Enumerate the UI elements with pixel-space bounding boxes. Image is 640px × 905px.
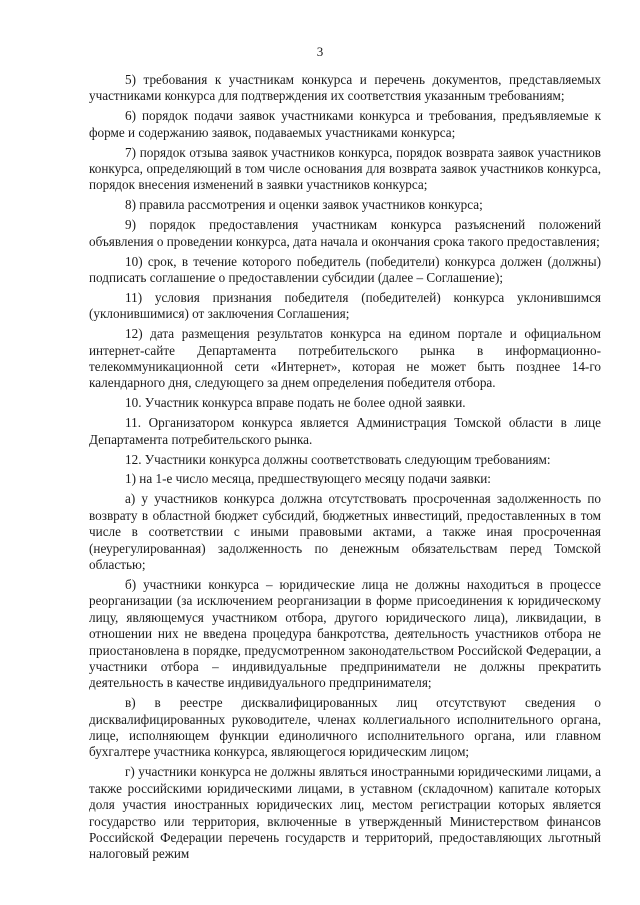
page-number: 3 [316, 44, 324, 59]
document-body [89, 72, 601, 866]
clause-11: 11. Организатором конкурса является Администрация Томской области в лице Департамента потребительского рынка. [89, 415, 601, 447]
paragraph-item-6: 6) порядок подачи заявок участниками конкурса и требования, предъявляемые к форме и содержанию заявок, подаваемых участниками конкурса; [89, 108, 601, 140]
clause-12: 12. Участники конкурса должны соответствовать следующим требованиям: [125, 451, 551, 467]
subclause-a: а) у участников конкурса должна отсутствовать просроченная задолженность по возврату в областной бюджет субсидий, бюджетных инвестиций, предоставленных в том числе в соответствии с иными правовыми актами, а также иная просроченная (неурегулированная) задолженность по денежным обязательствам перед Томской областью; [89, 491, 601, 572]
paragraph-item-12: 12) дата размещения результатов конкурса на едином портале и официальном интернет-сайте Департамента потребительского рынка в информационно-телекоммуникационной сети «Интернет», которая не может быть позднее 14-го календарного дня, следующего за днем определения победителя отбора. [89, 326, 601, 391]
subclause-1: 1) на 1-е число месяца, предшествующего месяцу подачи заявки: [125, 471, 491, 487]
subclause-v: в) в реестре дисквалифицированных лиц отсутствуют сведения о дисквалифицированных руководителе, членах коллегиального исполнительного органа, лице, исполняющем функции единоличного исполнительного органа, или главном бухгалтере участника конкурса, являющегося юридическим лицом; [89, 695, 601, 760]
paragraph-item-10: 10) срок, в течение которого победитель (победители) конкурса должен (должны) подписать соглашение о предоставлении субсидии (далее – Соглашение); [89, 253, 601, 285]
paragraph-item-8: 8) правила рассмотрения и оценки заявок участников конкурса; [125, 197, 483, 213]
clause-10: 10. Участник конкурса вправе подать не более одной заявки. [125, 395, 466, 411]
subclause-b: б) участники конкурса – юридические лица не должны находиться в процессе реорганизации (за исключением реорганизации в форме присоединения к юридическому лицу, являющемуся участником отбора, другого юридического лица), ликвидации, в отношении них не введена процедура банкротства, деятельность участников отбора не приостановлена в порядке, предусмотренном законодательством Российской Федерации, а участники отбора – индивидуальные предприниматели не должны прекратить деятельность в качестве индивидуального предпринимателя; [89, 576, 601, 691]
paragraph-item-5: 5) требования к участникам конкурса и перечень документов, представляемых участниками конкурса для подтверждения их соответствия указанным требованиям; [89, 72, 601, 104]
paragraph-item-9: 9) порядок предоставления участникам конкурса разъяснений положений объявления о проведении конкурса, дата начала и окончания срока такого предоставления; [89, 217, 601, 249]
subclause-g: г) участники конкурса не должны являться иностранными юридическими лицами, а также российскими юридическими лицами, в уставном (складочном) капитале которых доля участия иностранных юридических лиц, местом регистрации которых является государство или территория, включенные в утвержденный Министерством финансов Российской Федерации перечень государств и территорий, предоставляющих льготный налоговый режим [89, 764, 601, 862]
paragraph-item-7: 7) порядок отзыва заявок участников конкурса, порядок возврата заявок участников конкурса, определяющий в том числе основания для возврата заявок участников конкурса, порядок внесения изменений в заявки участников конкурса; [89, 144, 601, 193]
paragraph-item-11: 11) условия признания победителя (победителей) конкурса уклонившимся (уклонившимися) от заключения Соглашения; [89, 289, 601, 322]
